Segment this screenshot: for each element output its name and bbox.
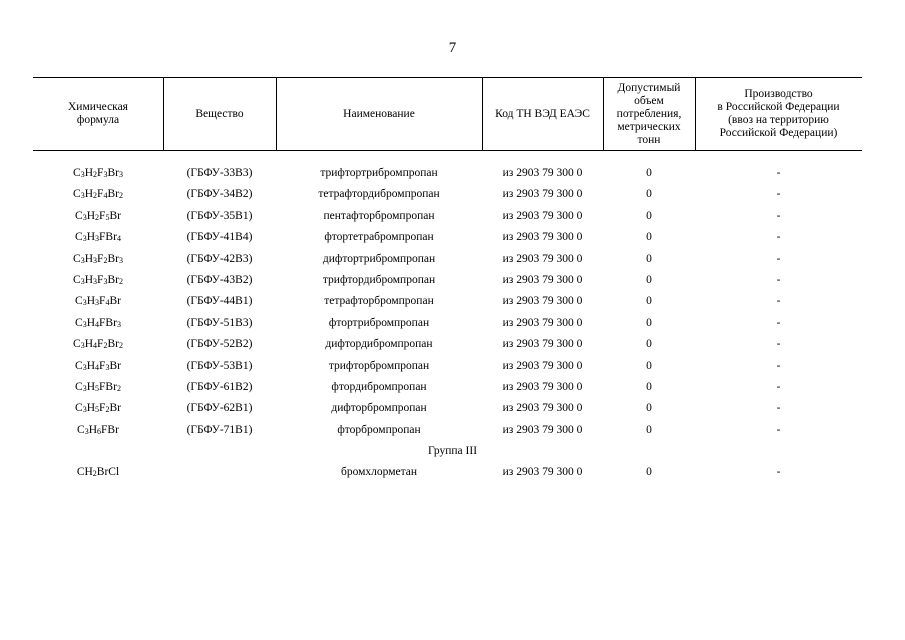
substance-name: фторбромпропан: [337, 423, 421, 436]
chemical-formula: [33, 163, 163, 184]
formula-element: H: [86, 316, 96, 329]
formula-element: FBr: [99, 316, 117, 329]
substance-code: (ГБФУ-61В2): [186, 380, 253, 393]
substance-code: (ГБФУ-44В1): [186, 295, 253, 308]
table-row: [0, 227, 905, 248]
formula-element: C: [73, 167, 81, 179]
formula-subscript: 3: [116, 319, 121, 329]
table-row: [0, 334, 905, 355]
formula-element: F: [99, 209, 106, 222]
formula-subscript: 2: [118, 276, 123, 286]
allowed-volume: 0: [646, 252, 652, 265]
substance-name: фтортрибромпропан: [328, 316, 430, 329]
formula-subscript: 2: [103, 255, 108, 265]
substance-name: трифтордибромпропан: [322, 273, 436, 286]
formula-subscript: 6: [97, 426, 102, 436]
table-row: [0, 356, 905, 377]
formula-subscript: 3: [103, 276, 108, 286]
allowed-volume: 0: [646, 359, 652, 372]
allowed-volume: 0: [646, 380, 652, 393]
customs-code: из 2903 79 300 0: [502, 209, 583, 222]
formula-subscript: 4: [93, 341, 98, 351]
formula-element: FBr: [99, 380, 117, 393]
customs-code: из 2903 79 300 0: [502, 167, 583, 179]
page-number: 7: [448, 40, 457, 56]
formula-element: F: [97, 273, 104, 286]
formula-subscript: 2: [116, 383, 121, 393]
substance-code: (ГБФУ-35В1): [186, 209, 253, 222]
formula-subscript: 3: [95, 298, 100, 308]
substance-name: дифторбромпропан: [331, 402, 427, 415]
substance-code: (ГБФУ-62В1): [186, 402, 253, 415]
allowed-volume: 0: [646, 402, 652, 415]
header-chemical-formula: Химическая формула: [68, 101, 128, 126]
formula-subscript: 3: [93, 276, 98, 286]
chemical-formula: [33, 184, 163, 205]
formula-element: H: [86, 231, 96, 244]
customs-code: из 2903 79 300 0: [502, 380, 583, 393]
formula-element: Br: [107, 188, 119, 201]
formula-element: Br: [109, 209, 121, 222]
formula-element: C: [73, 338, 81, 351]
production-status: -: [776, 167, 781, 179]
allowed-volume: 0: [646, 316, 652, 329]
header-customs-code: Код ТН ВЭД ЕАЭС: [495, 107, 590, 120]
formula-subscript: 3: [82, 319, 87, 329]
formula-element: H: [84, 338, 94, 351]
formula-element: C: [75, 402, 83, 415]
formula-element: F: [97, 188, 104, 201]
chemical-formula: [33, 377, 163, 398]
customs-code: из 2903 79 300 0: [502, 423, 583, 436]
chemical-formula: [33, 420, 163, 441]
formula-subscript: 3: [93, 255, 98, 265]
formula-element: H: [86, 209, 96, 222]
formula-subscript: 2: [92, 469, 97, 479]
chemical-formula: [33, 356, 163, 377]
formula-subscript: 2: [118, 191, 123, 201]
formula-element: H: [84, 188, 94, 201]
chemical-formula: [33, 249, 163, 270]
substance-code: (ГБФУ-52В2): [186, 338, 253, 351]
formula-subscript: 2: [93, 191, 98, 201]
substance-name: тетрафтордибромпропан: [318, 188, 440, 201]
substance-name: тетрафторбромпропан: [324, 295, 434, 308]
formula-subscript: 2: [93, 170, 98, 179]
formula-subscript: 3: [80, 170, 85, 179]
formula-element: Br: [107, 252, 119, 265]
table-row: [0, 398, 905, 419]
formula-element: C: [75, 316, 83, 329]
customs-code: из 2903 79 300 0: [502, 252, 583, 265]
customs-code: из 2903 79 300 0: [502, 466, 583, 479]
table-row: [0, 206, 905, 227]
table-row: [0, 291, 905, 312]
formula-subscript: 3: [103, 170, 108, 179]
production-status: -: [776, 316, 781, 329]
formula-element: C: [77, 423, 85, 436]
formula-subscript: 3: [82, 383, 87, 393]
allowed-volume: 0: [646, 188, 652, 201]
formula-element: C: [73, 188, 81, 201]
header-allowed-volume: Допустимый объем потребления, метрических тонн: [616, 81, 682, 146]
formula-element: H: [86, 295, 96, 308]
substance-code: (ГБФУ-42В3): [186, 252, 253, 265]
formula-subscript: 3: [80, 276, 85, 286]
customs-code: из 2903 79 300 0: [502, 359, 583, 372]
formula-element: FBr: [99, 231, 117, 244]
formula-subscript: 4: [116, 234, 121, 244]
formula-element: H: [84, 252, 94, 265]
formula-element: F: [97, 167, 104, 179]
production-status: -: [776, 466, 781, 479]
formula-subscript: 3: [84, 426, 89, 436]
formula-element: Br: [109, 295, 121, 308]
formula-subscript: 3: [82, 362, 87, 372]
table-row: [0, 377, 905, 398]
formula-subscript: 3: [80, 255, 85, 265]
table-row: [0, 249, 905, 270]
formula-subscript: 5: [95, 383, 100, 393]
production-status: -: [776, 295, 781, 308]
formula-element: H: [88, 423, 98, 436]
customs-code: из 2903 79 300 0: [502, 316, 583, 329]
substance-code: (ГБФУ-71В1): [186, 423, 253, 436]
formula-element: C: [75, 231, 83, 244]
formula-subscript: 2: [105, 405, 110, 415]
formula-element: F: [99, 402, 106, 415]
substance-code: (ГБФУ-41В4): [186, 231, 253, 244]
formula-subscript: 4: [95, 362, 100, 372]
formula-element: Br: [107, 167, 119, 179]
formula-subscript: 3: [80, 191, 85, 201]
formula-subscript: 4: [105, 298, 110, 308]
formula-element: H: [86, 402, 96, 415]
formula-element: C: [73, 273, 81, 286]
substance-code: (ГБФУ-33В3): [186, 167, 253, 179]
formula-element: Br: [109, 402, 121, 415]
chemical-formula: [33, 206, 163, 227]
chemical-formula: [33, 291, 163, 312]
substance-name: фтордибромпропан: [331, 380, 427, 393]
formula-element: C: [75, 359, 83, 372]
customs-code: из 2903 79 300 0: [502, 273, 583, 286]
substance-name: трифторбромпропан: [328, 359, 430, 372]
allowed-volume: 0: [646, 295, 652, 308]
table-body: [0, 163, 905, 484]
formula-element: F: [97, 252, 104, 265]
formula-element: H: [84, 273, 94, 286]
substance-name: трифтортрибромпропан: [320, 167, 438, 179]
formula-element: FBr: [101, 423, 119, 436]
production-status: -: [776, 402, 781, 415]
substance-code: (ГБФУ-43В2): [186, 273, 253, 286]
formula-subscript: 5: [95, 405, 100, 415]
formula-element: H: [86, 359, 96, 372]
formula-subscript: 3: [118, 170, 123, 179]
allowed-volume: 0: [646, 167, 652, 179]
formula-element: C: [75, 209, 83, 222]
production-status: -: [776, 231, 781, 244]
customs-code: из 2903 79 300 0: [502, 402, 583, 415]
substance-code: (ГБФУ-34В2): [186, 188, 253, 201]
formula-element: Br: [107, 338, 119, 351]
substance-name: дифтордибромпропан: [325, 338, 433, 351]
formula-subscript: 2: [118, 341, 123, 351]
formula-element: CH: [76, 466, 93, 479]
formula-element: C: [75, 380, 83, 393]
header-substance: Вещество: [195, 107, 244, 120]
chemical-formula: [33, 270, 163, 291]
customs-code: из 2903 79 300 0: [502, 338, 583, 351]
table-row: [0, 184, 905, 205]
chemical-formula: [33, 227, 163, 248]
header-name: Наименование: [343, 107, 415, 120]
substance-name: пентафторбромпропан: [323, 209, 435, 222]
formula-subscript: 4: [103, 191, 108, 201]
formula-subscript: 3: [95, 234, 100, 244]
substance-name: бромхлорметан: [340, 466, 418, 479]
production-status: -: [776, 188, 781, 201]
production-status: -: [776, 252, 781, 265]
allowed-volume: 0: [646, 423, 652, 436]
production-status: -: [776, 209, 781, 222]
allowed-volume: 0: [646, 231, 652, 244]
allowed-volume: 0: [646, 209, 652, 222]
formula-element: C: [73, 252, 81, 265]
formula-subscript: 3: [82, 405, 87, 415]
formula-subscript: 3: [80, 341, 85, 351]
table-row: [0, 462, 905, 483]
chemical-formula: [33, 313, 163, 334]
header-production: Производство в Российской Федерации (ввоз на территорию Российской Федерации): [717, 88, 840, 139]
formula-subscript: 3: [105, 362, 110, 372]
allowed-volume: 0: [646, 338, 652, 351]
chemical-formula: [33, 462, 163, 483]
allowed-volume: 0: [646, 273, 652, 286]
formula-subscript: 3: [82, 234, 87, 244]
production-status: -: [776, 380, 781, 393]
substance-code: (ГБФУ-53В1): [186, 359, 253, 372]
production-status: -: [776, 423, 781, 436]
formula-subscript: 2: [95, 212, 100, 222]
customs-code: из 2903 79 300 0: [502, 231, 583, 244]
production-status: -: [776, 359, 781, 372]
substance-name: дифтортрибромпропан: [322, 252, 436, 265]
formula-element: F: [99, 359, 106, 372]
table-row: [0, 270, 905, 291]
formula-element: F: [99, 295, 106, 308]
chemical-formula: [33, 334, 163, 355]
formula-element: H: [86, 380, 96, 393]
formula-element: F: [97, 338, 104, 351]
formula-element: BrCl: [96, 466, 120, 479]
production-status: -: [776, 273, 781, 286]
formula-subscript: 3: [82, 298, 87, 308]
formula-subscript: 3: [82, 212, 87, 222]
formula-subscript: 5: [105, 212, 110, 222]
substance-code: (ГБФУ-51В3): [186, 316, 253, 329]
table-row: [0, 163, 905, 184]
table-row: [0, 420, 905, 441]
production-status: -: [776, 338, 781, 351]
allowed-volume: 0: [646, 466, 652, 479]
formula-element: C: [75, 295, 83, 308]
group-heading: Группа III: [427, 445, 478, 458]
customs-code: из 2903 79 300 0: [502, 188, 583, 201]
chemical-formula: [33, 398, 163, 419]
substance-name: фтортетрабромпропан: [324, 231, 434, 244]
customs-code: из 2903 79 300 0: [502, 295, 583, 308]
table-row: [0, 313, 905, 334]
formula-element: Br: [109, 359, 121, 372]
formula-subscript: 4: [95, 319, 100, 329]
formula-element: H: [84, 167, 94, 179]
formula-subscript: 2: [103, 341, 108, 351]
formula-element: Br: [107, 273, 119, 286]
formula-subscript: 3: [118, 255, 123, 265]
